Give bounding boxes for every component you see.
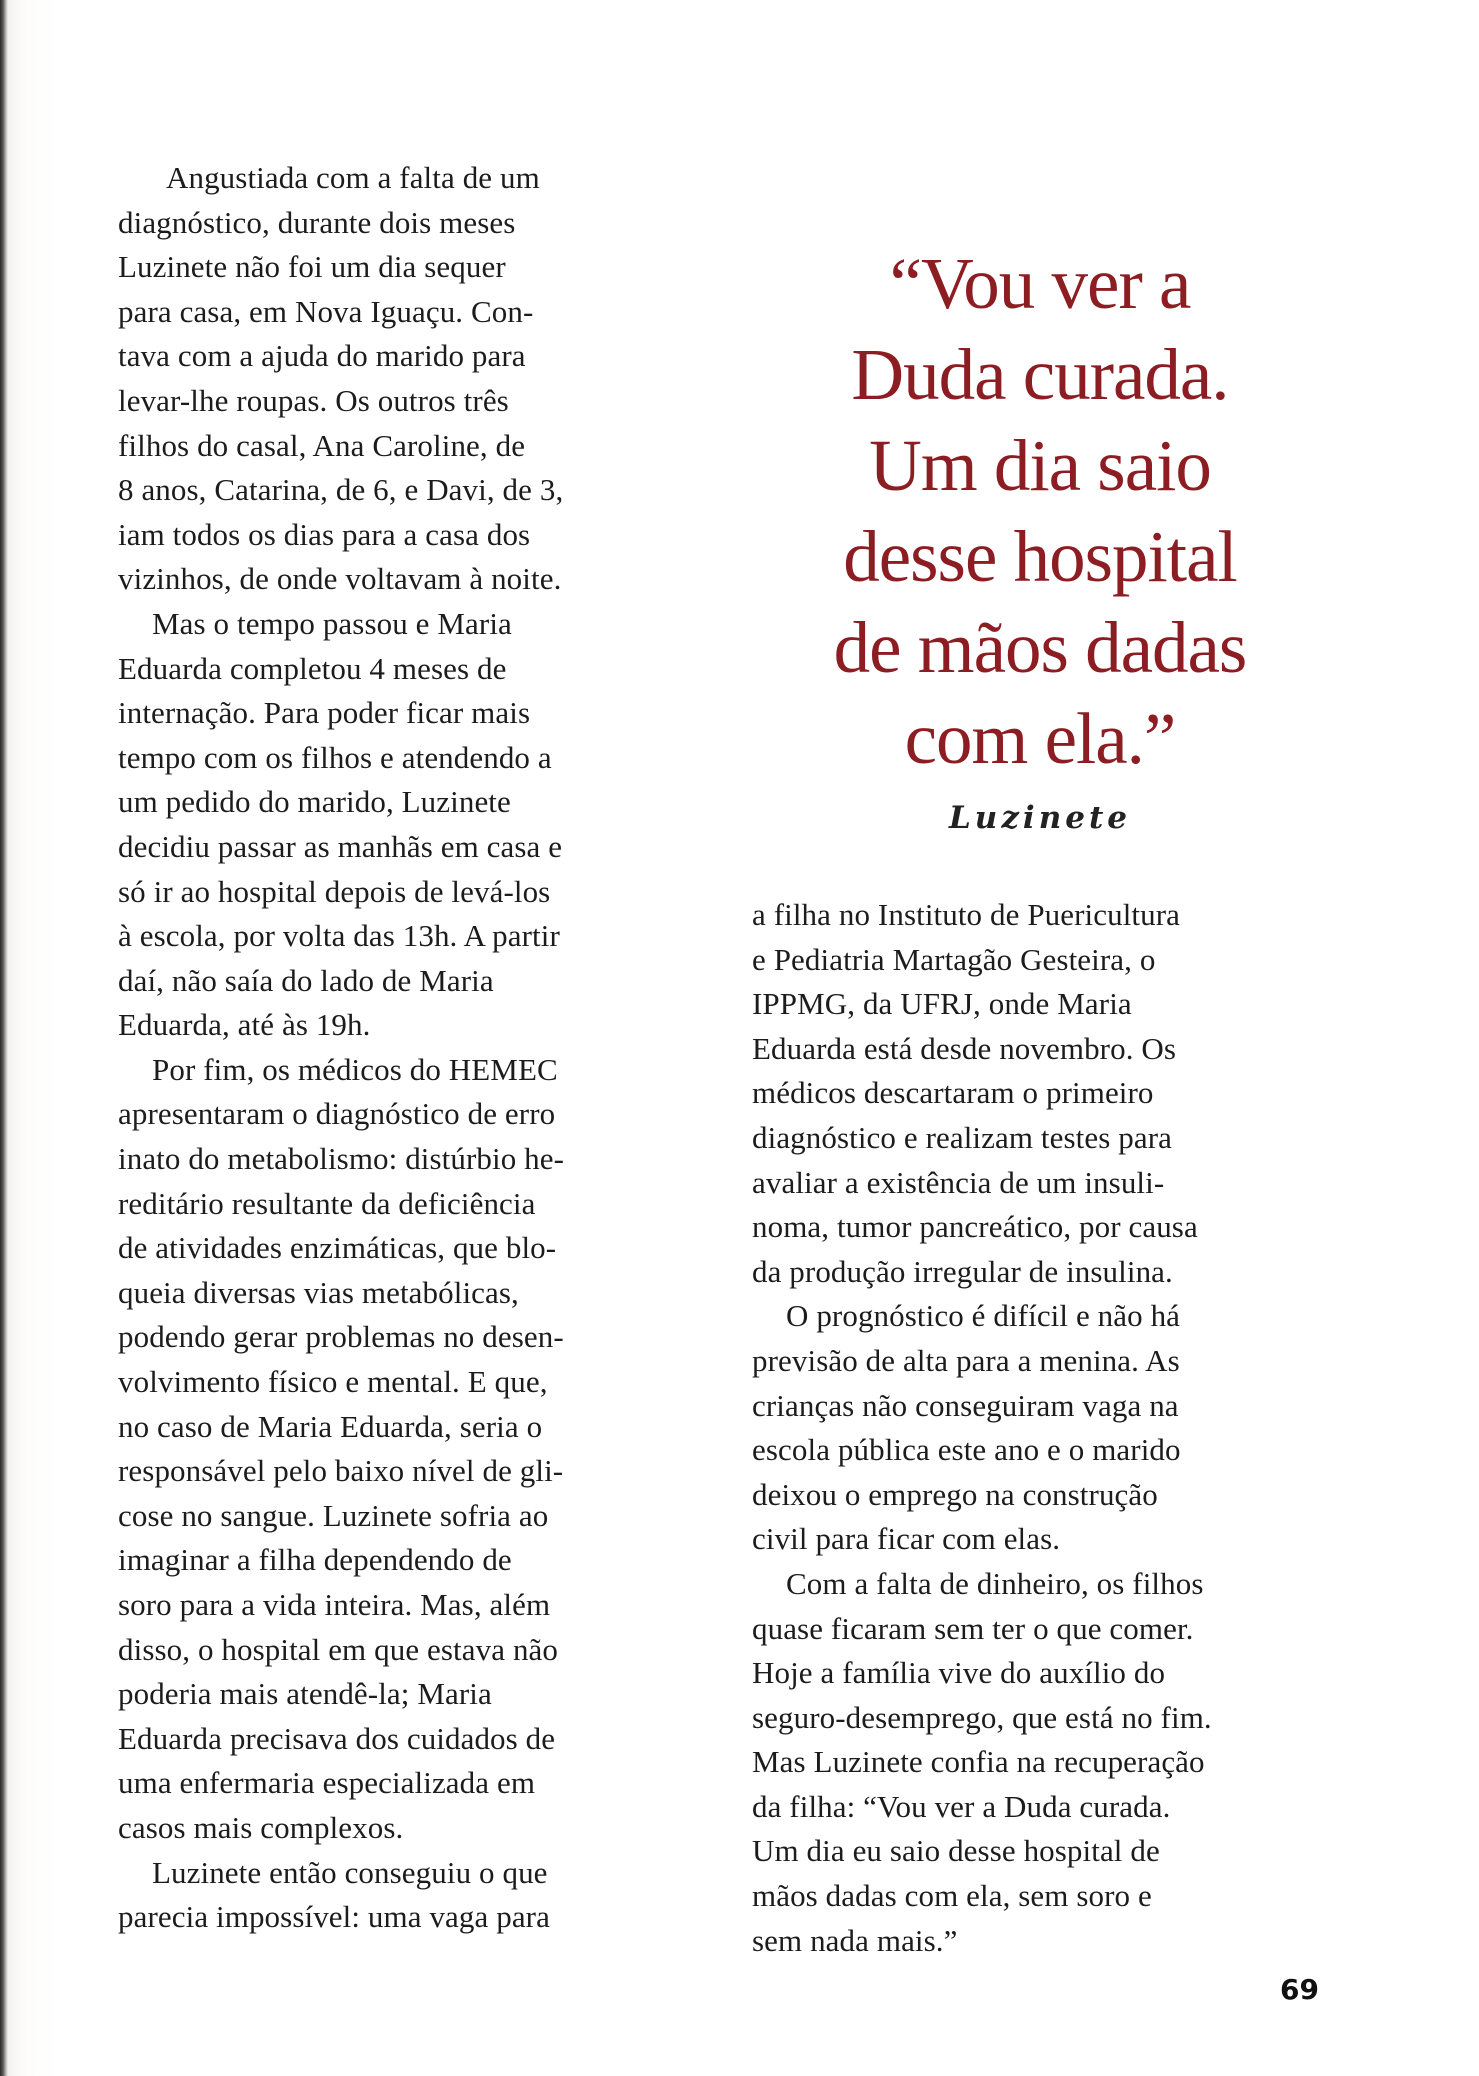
page-number: 69 <box>1280 1973 1319 2006</box>
page-binding-edge <box>0 0 8 2076</box>
pull-quote <box>780 238 1300 784</box>
right-text-column <box>752 893 1332 1963</box>
paragraph: Mas o tempo passou e Maria Eduarda completou 4 meses de internação. Para poder ficar mais tempo com os filhos e atendendo a um pedido do marido, Luzinete decidiu passar as manhãs em casa e só ir ao hospital depois de levá-los à escola, por volta das 13h. A partir daí, não saía do lado de Maria Eduarda, até às 19h. <box>118 605 563 1043</box>
paragraph: a filha no Instituto de Puericultura e Pediatria Martagão Gesteira, o IPPMG, da UFRJ, onde Maria Eduarda está desde novembro. Os médicos descartaram o primeiro diagnóstico e realizam testes para avaliar a existência de um insuli- noma, tumor pancreático, por causa da produção irregular de insulina. <box>752 897 1198 1289</box>
left-text-column <box>118 156 688 1940</box>
quote-attribution: Luzinete <box>948 800 1132 836</box>
paragraph: Angustiada com a falta de um diagnóstico, durante dois meses Luzinete não foi um dia sequer para casa, em Nova Iguaçu. Con- tava com a ajuda do marido para levar-lhe roupas. Os outros três filhos do casal, Ana Caroline, de 8 anos, Catarina, de 6, e Davi, de 3, iam todos os dias para a casa dos vizinhos, de onde voltavam à noite. <box>118 160 564 597</box>
paragraph: Por fim, os médicos do HEMEC apresentaram o diagnóstico de erro inato do metabolismo: distúrbio he- reditário resultante da deficiência de atividades enzimáticas, que blo- queia diversas vias metabólicas, podendo gerar problemas no desen- volvimento físico e mental. E que, no caso de Maria Eduarda, seria o responsável pelo baixo nível de gli- cose no sangue. Luzinete sofria ao imaginar a filha dependendo de soro para a vida inteira. Mas, além disso, o hospital em que estava não poderia mais atendê-la; Maria Eduarda precisava dos cuidados de uma enfermaria especializada em casos mais complexos. <box>118 1051 565 1845</box>
paragraph: Com a falta de dinheiro, os filhos quase ficaram sem ter o que comer. Hoje a família vive do auxílio do seguro-desemprego, que está no fim. Mas Luzinete confia na recuperação da filha: “Vou ver a Duda curada. Um dia eu saio desse hospital de mãos dadas com ela, sem soro e sem nada mais.” <box>752 1565 1212 1958</box>
paragraph: Luzinete então conseguiu o que parecia impossível: uma vaga para <box>118 1854 550 1935</box>
pull-quote-text: “Vou ver a Duda curada. Um dia saio desse hospital de mãos dadas com ela.” <box>833 243 1247 779</box>
paragraph: O prognóstico é difícil e não há previsão de alta para a menina. As crianças não conseguiram vaga na escola pública este ano e o marido deixou o emprego na construção civil para ficar com elas. <box>752 1298 1181 1557</box>
